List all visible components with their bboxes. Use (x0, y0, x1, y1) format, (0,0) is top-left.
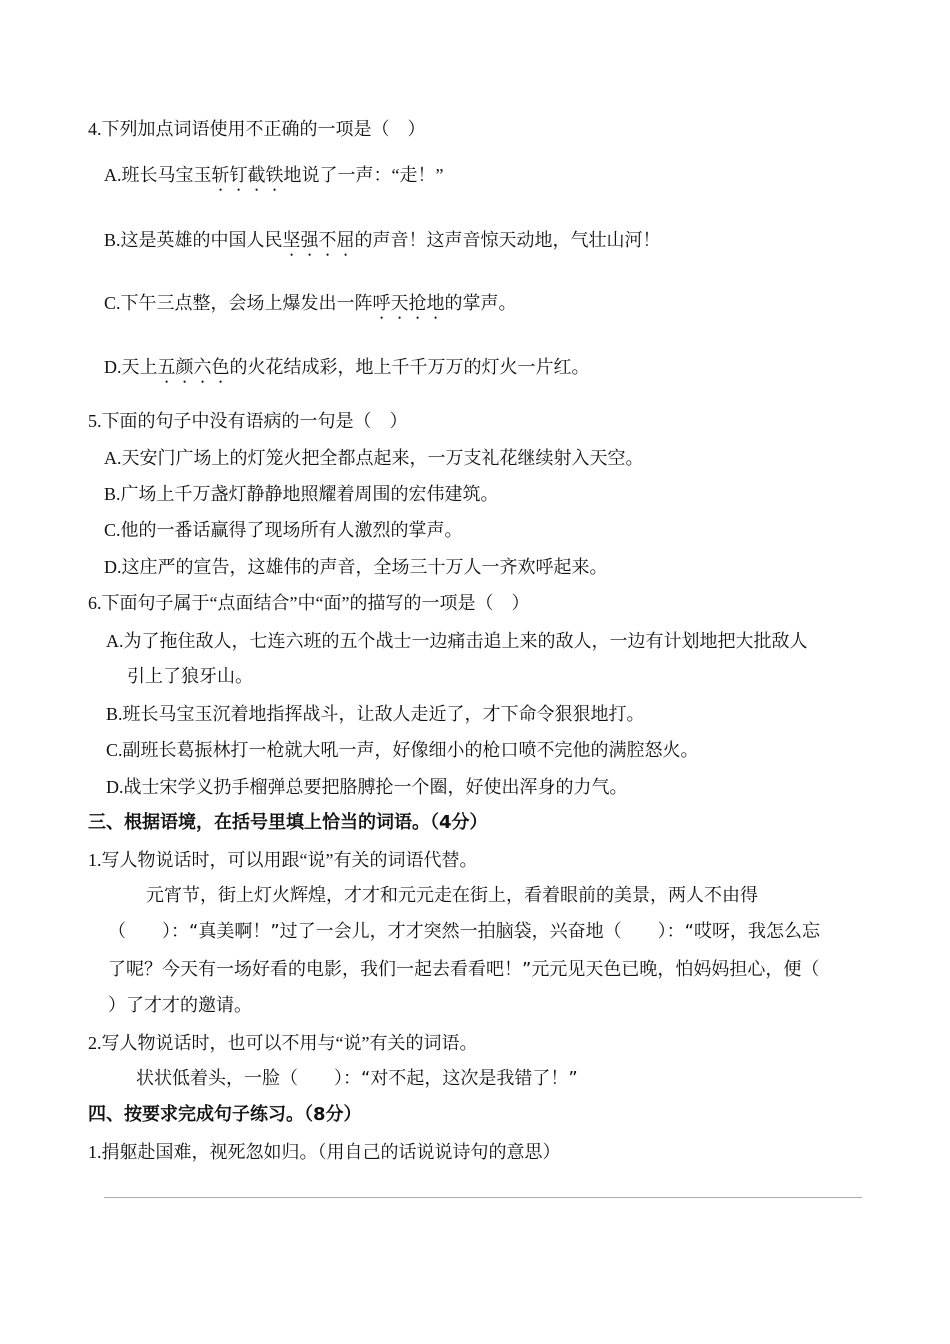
q4-d-dotted-word: 五颜六色 (157, 357, 230, 377)
q4-option-c[interactable] (104, 290, 517, 323)
q6-stem: 6.下面句子属于“点面结合”中“面”的描写的一项是（ ） (88, 593, 530, 613)
q5-option-d[interactable]: D.这庄严的宣告，这雄伟的声音，全场三十万人一齐欢呼起来。 (104, 557, 608, 577)
s3-paragraph-line-1: 元宵节，街上灯火辉煌，才才和元元走在街上，看着眼前的美景，两人不由得 (146, 885, 758, 906)
s3-paragraph-line-3: 了呢？今天有一场好看的电影，我们一起去看看吧！”元元见天色已晚，怕妈妈担心，便（ (108, 959, 820, 980)
answer-line[interactable] (104, 1197, 862, 1198)
q4-a-pre: A.班长马宝玉 (104, 165, 212, 185)
s3-item-2: 2.写人物说话时，也可以不用与“说”有关的词语。 (88, 1033, 478, 1053)
q6-option-d[interactable]: D.战士宋学义扔手榴弹总要把胳膊抡一个圈，好使出浑身的力气。 (106, 777, 628, 797)
q6-option-a-cont: 引上了狼牙山。 (127, 666, 253, 687)
s4-item-1: 1.捐躯赴国难，视死忽如归。（用自己的话说说诗句的意思） (88, 1142, 561, 1162)
q4-b-pre: B.这是英雄的中国人民 (104, 230, 283, 250)
s3-paragraph-line-2: （ ）：“真美啊！”过了一会儿，才才突然一拍脑袋，兴奋地（ ）：“哎呀，我怎么忘 (108, 921, 820, 942)
q4-c-dotted-word: 呼天抢地 (372, 293, 445, 313)
q4-a-post: 地说了一声：“走！” (283, 165, 444, 185)
q4-option-d[interactable] (104, 354, 590, 387)
s3-paragraph-line-4: ）了才才的邀请。 (108, 995, 252, 1016)
q5-option-a[interactable]: A.天安门广场上的灯笼火把全都点起来，一万支礼花继续射入天空。 (104, 448, 644, 468)
q4-stem: 4.下列加点词语使用不正确的一项是（ ） (88, 119, 426, 139)
q6-option-c[interactable]: C.副班长葛振林打一枪就大吼一声，好像细小的枪口喷不完他的满腔怒火。 (106, 740, 699, 760)
q4-option-b[interactable] (104, 227, 661, 260)
q4-b-post: 的声音！这声音惊天动地，气壮山河！ (354, 230, 661, 250)
q4-option-a[interactable] (104, 162, 443, 195)
q4-b-dotted-word: 坚强不屈 (282, 230, 355, 250)
q6-option-a[interactable]: A.为了拖住敌人，七连六班的五个战士一边痛击追上来的敌人，一边有计划地把大批敌人 (106, 631, 808, 651)
q5-stem: 5.下面的句子中没有语病的一句是（ ） (88, 411, 408, 431)
q4-c-post: 的掌声。 (444, 293, 517, 313)
s3-paragraph-line-5: 状状低着头，一脸（ ）：“对不起，这次是我错了！” (136, 1068, 578, 1089)
q4-c-pre: C.下午三点整，会场上爆发出一阵 (104, 293, 373, 313)
q6-option-b[interactable]: B.班长马宝玉沉着地指挥战斗，让敌人走近了，才下命令狠狠地打。 (106, 704, 645, 724)
q5-option-b[interactable]: B.广场上千万盏灯静静地照耀着周围的宏伟建筑。 (104, 484, 499, 504)
section-4-heading: 四、按要求完成句子练习。（8分） (88, 1104, 362, 1125)
q4-d-post: 的火花结成彩，地上千千万万的灯火一片红。 (229, 357, 590, 377)
q5-option-c[interactable]: C.他的一番话赢得了现场所有人激烈的掌声。 (104, 520, 463, 540)
q4-d-pre: D.天上 (104, 357, 158, 377)
s3-item-1: 1.写人物说话时，可以用跟“说”有关的词语代替。 (88, 850, 478, 870)
section-3-heading: 三、根据语境，在括号里填上恰当的词语。（4分） (88, 812, 488, 833)
q4-a-dotted-word: 斩钉截铁 (211, 165, 284, 185)
